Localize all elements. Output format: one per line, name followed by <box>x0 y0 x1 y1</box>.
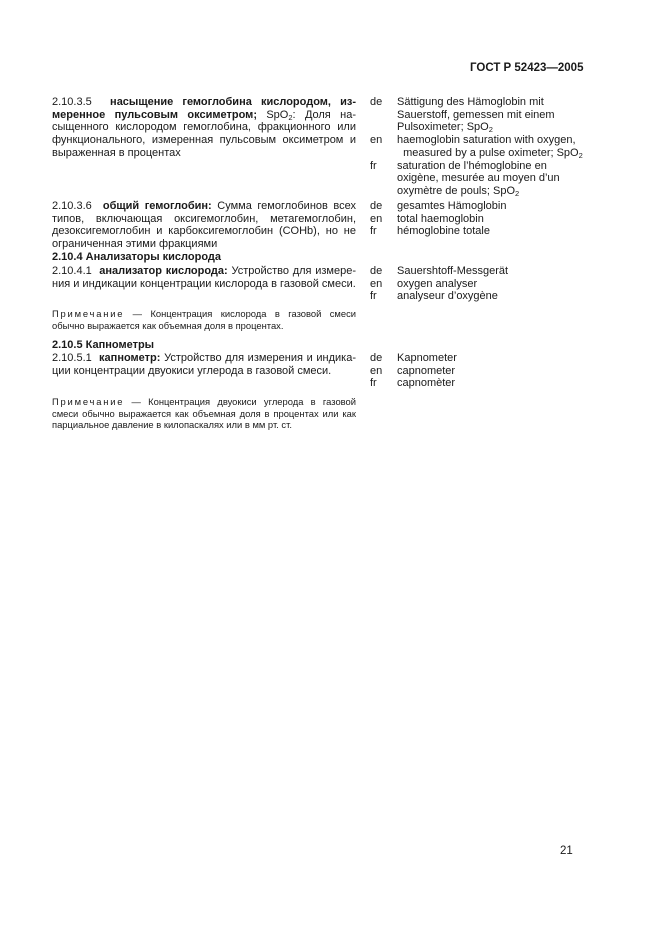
lang-code-de: de <box>370 352 383 364</box>
subscript: 2 <box>288 112 293 122</box>
clause-number: 2.10.3.5 <box>52 96 92 108</box>
entry-2-10-3-5-ru <box>52 96 356 160</box>
term: общий гемоглобин: <box>102 200 212 212</box>
entry-line <box>52 109 356 122</box>
translation-de: Pulsoximeter; SpO$_2$ <box>397 121 493 135</box>
symbol: SpO <box>266 108 289 121</box>
translation-en: measured by a pulse oximeter; SpO$_2$ <box>403 146 583 160</box>
definition-line: типов, включающая оксигемоглобин, метагемоглобин, <box>52 212 356 225</box>
translation-fr: analyseur d’oxygène <box>397 290 498 303</box>
lang-code-fr: fr <box>370 159 377 172</box>
lang-code-fr: fr <box>370 290 377 303</box>
entry-line <box>52 96 356 109</box>
lang-codes-2-10-3-6 <box>370 200 392 238</box>
translation-en: capnometer <box>397 364 456 377</box>
note-line: смеси обычно выражается как объемная доля в процентах или как <box>52 407 356 419</box>
definition-line: сыщенного кислородом гемоглобина, фракционного или <box>52 121 356 134</box>
term: меренное пульсовым оксиметром; <box>52 108 257 121</box>
clause-number: 2.10.4.1 <box>52 265 92 277</box>
note-line: обычно выражается как объемная доля в процентах. <box>52 319 284 331</box>
note-line: Примечание — Концентрация двуокиси углерода в газовой <box>52 396 356 407</box>
lang-code-en: en <box>370 134 383 147</box>
translation-en: total haemoglobin <box>397 212 484 225</box>
definition-line: ции концентрации двуокиси углерода в газовой смеси. <box>52 364 332 377</box>
translations-2-10-3-6 <box>397 200 597 238</box>
note-label: Примечание <box>52 308 125 319</box>
lang-code-fr: fr <box>370 225 377 238</box>
document-code: ГОСТ Р 52423—2005 <box>470 62 584 74</box>
note-line: Примечание — Концентрация кислорода в газовой смеси <box>52 308 356 319</box>
translation-de: Sauershtoff-Messgerät <box>397 265 509 277</box>
translations-2-10-3-5 <box>397 96 597 198</box>
definition-line: функционального, измеренная пульсовым оксиметром и <box>52 134 356 147</box>
translation-fr: oxigène, mesurée au moyen d’un <box>397 172 560 185</box>
lang-code-fr: fr <box>370 377 377 390</box>
lang-codes-2-10-5-1 <box>370 352 392 390</box>
entry-2-10-3-6-ru <box>52 200 356 251</box>
translation-fr: hémoglobine totale <box>397 225 490 238</box>
term: насыщение гемоглобина кислородом, из- <box>110 96 356 108</box>
translation-de: Sättigung des Hämoglobin mit <box>397 96 544 108</box>
definition-line: дезоксигемоглобин и карбоксигемоглобин (COHb), но не <box>52 225 356 238</box>
section-heading-2-10-4: 2.10.4 Анализаторы кислорода <box>52 251 222 263</box>
term: капнометр: <box>99 352 161 364</box>
note-line: парциальное давление в килопаскалях или в мм рт. ст. <box>52 419 292 431</box>
lang-code-en: en <box>370 277 383 290</box>
translation-de: Sauerstoff, gemessen mit einem <box>397 108 555 121</box>
translation-en: haemoglobin saturation with oxygen, <box>397 134 576 147</box>
lang-code-de: de <box>370 200 383 212</box>
entry-2-10-4-1-ru <box>52 265 356 290</box>
translation-fr: oxymètre de pouls; SpO$_2$ <box>397 184 520 198</box>
lang-codes-2-10-4-1 <box>370 265 392 303</box>
page-number: 21 <box>560 845 573 857</box>
entry-line: 2.10.3.6 общий гемоглобин: Сумма гемоглобинов всех <box>52 200 356 212</box>
entry-line: 2.10.4.1 анализатор кислорода: Устройство для измере- <box>52 265 356 277</box>
section-heading-2-10-5: 2.10.5 Капнометры <box>52 339 155 351</box>
translations-2-10-5-1 <box>397 352 597 390</box>
translation-en: oxygen analyser <box>397 277 478 290</box>
lang-codes-2-10-3-5 <box>370 96 392 172</box>
translation-fr: capnomèter <box>397 377 456 390</box>
translation-fr: saturation de l’hémoglobine en <box>397 159 547 172</box>
entry-line: 2.10.5.1 капнометр: Устройство для измерения и индика- <box>52 352 356 364</box>
definition-line: ограниченная этими фракциями <box>52 238 218 251</box>
translations-2-10-4-1 <box>397 265 597 303</box>
term: анализатор кислорода: <box>99 265 228 277</box>
clause-number: 2.10.3.6 <box>52 200 92 212</box>
translation-de: gesamtes Hämoglobin <box>397 200 507 212</box>
note-label: Примечание <box>52 396 125 407</box>
translation-de: Kapnometer <box>397 352 457 364</box>
definition-text: : Доля на- <box>292 108 356 121</box>
lang-code-de: de <box>370 265 383 277</box>
lang-code-en: en <box>370 212 383 225</box>
lang-code-de: de <box>370 96 383 108</box>
definition-line: ния и индикации концентрации кислорода в газовой смеси. <box>52 277 356 290</box>
note-2-10-4-1 <box>52 308 356 331</box>
clause-number: 2.10.5.1 <box>52 352 92 364</box>
definition-line: выраженная в процентах <box>52 146 181 159</box>
lang-code-en: en <box>370 364 383 377</box>
entry-2-10-5-1-ru <box>52 352 356 377</box>
note-2-10-5-1 <box>52 396 356 431</box>
